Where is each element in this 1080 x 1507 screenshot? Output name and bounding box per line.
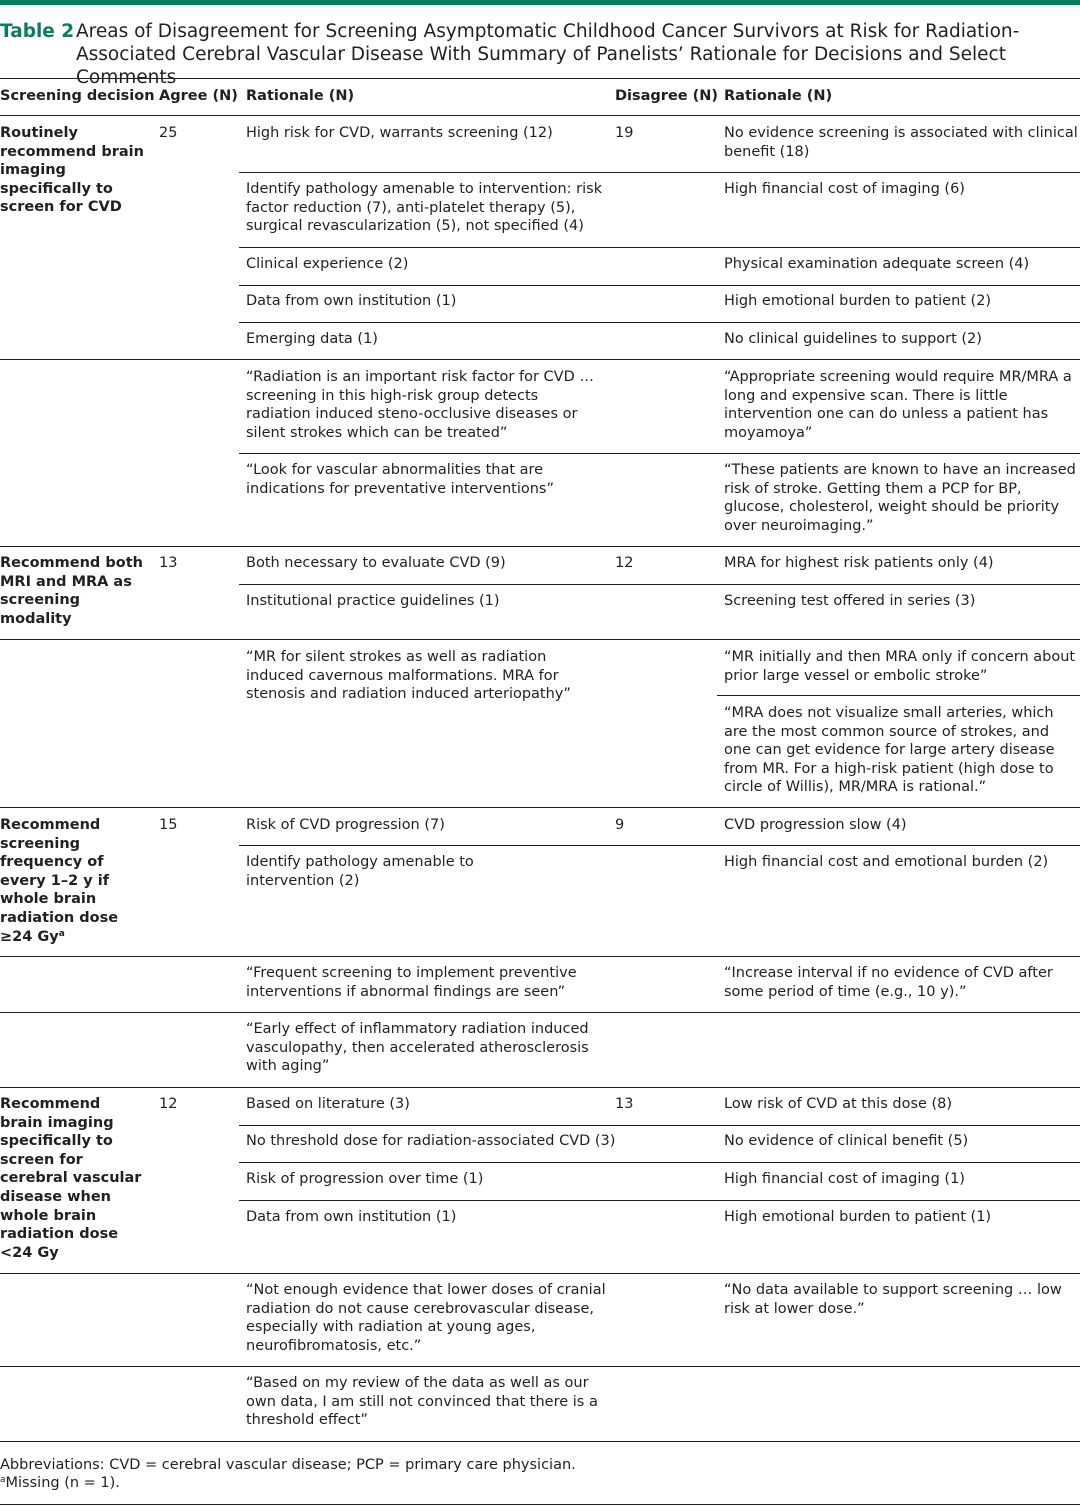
rationale-disagree: Physical examination adequate screen (4)	[724, 256, 1030, 272]
rationale-disagree: Screening test offered in series (3)	[724, 593, 976, 609]
quote-disagree: “These patients are known to have an increased risk of stroke. Getting them a PCP for BP, glucose, cholesterol, weight should be priority over neuroimaging.”	[724, 462, 1076, 534]
quote-disagree: “MRA does not visualize small arteries, which are the most common source of strokes, and one can get evidence for large artery disease from MR. For a high-risk patient (high dose to circle of Willis), MR/MRA is rational.”	[724, 705, 1055, 796]
section-rule	[0, 1273, 1080, 1274]
group-rule	[0, 546, 1080, 547]
quote-agree: “Frequent screening to implement preventive interventions if abnormal findings are seen”	[246, 965, 577, 1000]
disagree-count: 13	[615, 1096, 634, 1112]
quote-disagree: “Increase interval if no evidence of CVD after some period of time (e.g., 10 y).”	[724, 965, 1053, 1000]
group-rule	[0, 807, 1080, 808]
header-agree: Agree (N)	[159, 88, 238, 104]
rationale-disagree: No evidence of clinical benefit (5)	[724, 1133, 969, 1149]
disagree-count: 19	[615, 125, 634, 141]
section-rule	[0, 359, 1080, 360]
quote-agree: “MR for silent strokes as well as radiation induced cavernous malformations. MRA for stenosis and radiation induced arteriopathy”	[246, 649, 571, 703]
agree-count: 12	[159, 1096, 178, 1112]
rationale-disagree: No clinical guidelines to support (2)	[724, 331, 982, 347]
rationale-disagree: Low risk of CVD at this dose (8)	[724, 1096, 953, 1112]
rationale-agree: Emerging data (1)	[246, 331, 378, 347]
row-rule	[0, 1012, 1080, 1013]
footnote-missing	[0, 1474, 120, 1492]
decision-low-dose: Recommend brain imaging specifically to screen for cerebral vascular disease when whole brain radiation dose <24 Gy	[0, 1096, 142, 1261]
rationale-agree: Institutional practice guidelines (1)	[246, 593, 500, 609]
rationale-agree: Based on literature (3)	[246, 1096, 410, 1112]
rationale-agree: High risk for CVD, warrants screening (12)	[246, 125, 553, 141]
footnote-marker: a	[0, 1475, 6, 1485]
agree-count: 13	[159, 555, 178, 571]
section-rule	[0, 639, 1080, 640]
header-screening-decision: Screening decision	[0, 88, 155, 104]
quote-disagree: “Appropriate screening would require MR/MRA a long and expensive scan. There is little intervention one can do unless a patient has moyamoya”	[724, 369, 1072, 441]
header-rationale-agree: Rationale (N)	[246, 88, 355, 104]
rationale-disagree: High emotional burden to patient (1)	[724, 1209, 992, 1225]
row-rule	[239, 172, 1080, 173]
rationale-agree: Identify pathology amenable to intervention: risk factor reduction (7), anti-platelet therapy (5), surgical revascularization (5), not specified (4)	[246, 181, 603, 235]
decision-mri-mra: Recommend both MRI and MRA as screening modality	[0, 555, 143, 627]
top-accent-bar	[0, 0, 1080, 5]
quote-agree: “Radiation is an important risk factor for CVD … screening in this high-risk group detects radiation induced steno-occlusive diseases or silent strokes which can be treated”	[246, 369, 594, 441]
header-top-rule	[0, 78, 1080, 79]
row-rule	[239, 584, 1080, 585]
row-rule	[239, 1162, 1080, 1163]
footnote-missing-text: Missing (n = 1).	[5, 1475, 120, 1491]
rationale-agree: No threshold dose for radiation-associated CVD (3)	[246, 1133, 616, 1149]
quote-agree: “Not enough evidence that lower doses of cranial radiation do not cause cerebrovascular disease, especially with radiation at young ages, neurofibromatosis, etc.”	[246, 1282, 606, 1354]
row-rule	[239, 1125, 1080, 1126]
footnote-marker: a	[58, 928, 65, 939]
row-rule	[0, 1366, 1080, 1367]
rationale-disagree: High financial cost of imaging (6)	[724, 181, 965, 197]
caption-text: Areas of Disagreement for Screening Asymptomatic Childhood Cancer Survivors at Risk for Radiation-Associated Cerebral Vascular Disease With Summary of Panelists’ Rationale for Decisions and Select Comments	[76, 21, 1020, 88]
group-rule	[0, 1087, 1080, 1088]
agree-count: 25	[159, 125, 178, 141]
header-rationale-disagree: Rationale (N)	[724, 88, 833, 104]
rationale-disagree: No evidence screening is associated with clinical benefit (18)	[724, 125, 1078, 160]
rationale-agree: Risk of CVD progression (7)	[246, 817, 445, 833]
header-bottom-rule	[0, 115, 1080, 116]
row-rule	[717, 695, 1080, 696]
disagree-count: 9	[615, 817, 625, 833]
table-bottom-rule	[0, 1441, 1080, 1442]
rationale-agree: Clinical experience (2)	[246, 256, 409, 272]
rationale-agree: Identify pathology amenable to intervention (2)	[246, 854, 474, 889]
row-rule	[239, 1200, 1080, 1201]
rationale-disagree: High emotional burden to patient (2)	[724, 293, 992, 309]
row-rule	[239, 322, 1080, 323]
decision-frequency	[0, 816, 148, 946]
rationale-agree: Data from own institution (1)	[246, 293, 457, 309]
decision-routine-imaging: Routinely recommend brain imaging specifically to screen for CVD	[0, 125, 144, 216]
header-disagree: Disagree (N)	[615, 88, 719, 104]
rationale-disagree: CVD progression slow (4)	[724, 817, 907, 833]
row-rule	[239, 285, 1080, 286]
rationale-agree: Both necessary to evaluate CVD (9)	[246, 555, 506, 571]
row-rule	[239, 845, 1080, 846]
quote-agree: “Based on my review of the data as well as our own data, I am still not convinced that there is a threshold effect”	[246, 1375, 598, 1429]
agree-count: 15	[159, 817, 178, 833]
rationale-agree: Risk of progression over time (1)	[246, 1171, 484, 1187]
rationale-disagree: MRA for highest risk patients only (4)	[724, 555, 994, 571]
disagree-count: 12	[615, 555, 634, 571]
rationale-agree: Data from own institution (1)	[246, 1209, 457, 1225]
rationale-disagree: High financial cost of imaging (1)	[724, 1171, 965, 1187]
page-bottom-rule	[0, 1504, 1080, 1505]
table-label: Table 2	[0, 21, 75, 42]
row-rule	[239, 453, 1080, 454]
section-rule	[0, 956, 1080, 957]
quote-disagree: “MR initially and then MRA only if concern about prior large vessel or embolic stroke”	[724, 649, 1076, 684]
quote-agree: “Early effect of inflammatory radiation induced vasculopathy, then accelerated atherosclerosis with aging”	[246, 1021, 589, 1075]
footnote-abbreviations: Abbreviations: CVD = cerebral vascular disease; PCP = primary care physician.	[0, 1457, 576, 1473]
decision-frequency-text: Recommend screening frequency of every 1–2 y if whole brain radiation dose ≥24 Gy	[0, 817, 119, 945]
row-rule	[239, 247, 1080, 248]
quote-disagree: “No data available to support screening … low risk at lower dose.”	[724, 1282, 1062, 1317]
quote-agree: “Look for vascular abnormalities that are indications for preventative interventions”	[246, 462, 554, 497]
rationale-disagree: High financial cost and emotional burden (2)	[724, 854, 1049, 870]
